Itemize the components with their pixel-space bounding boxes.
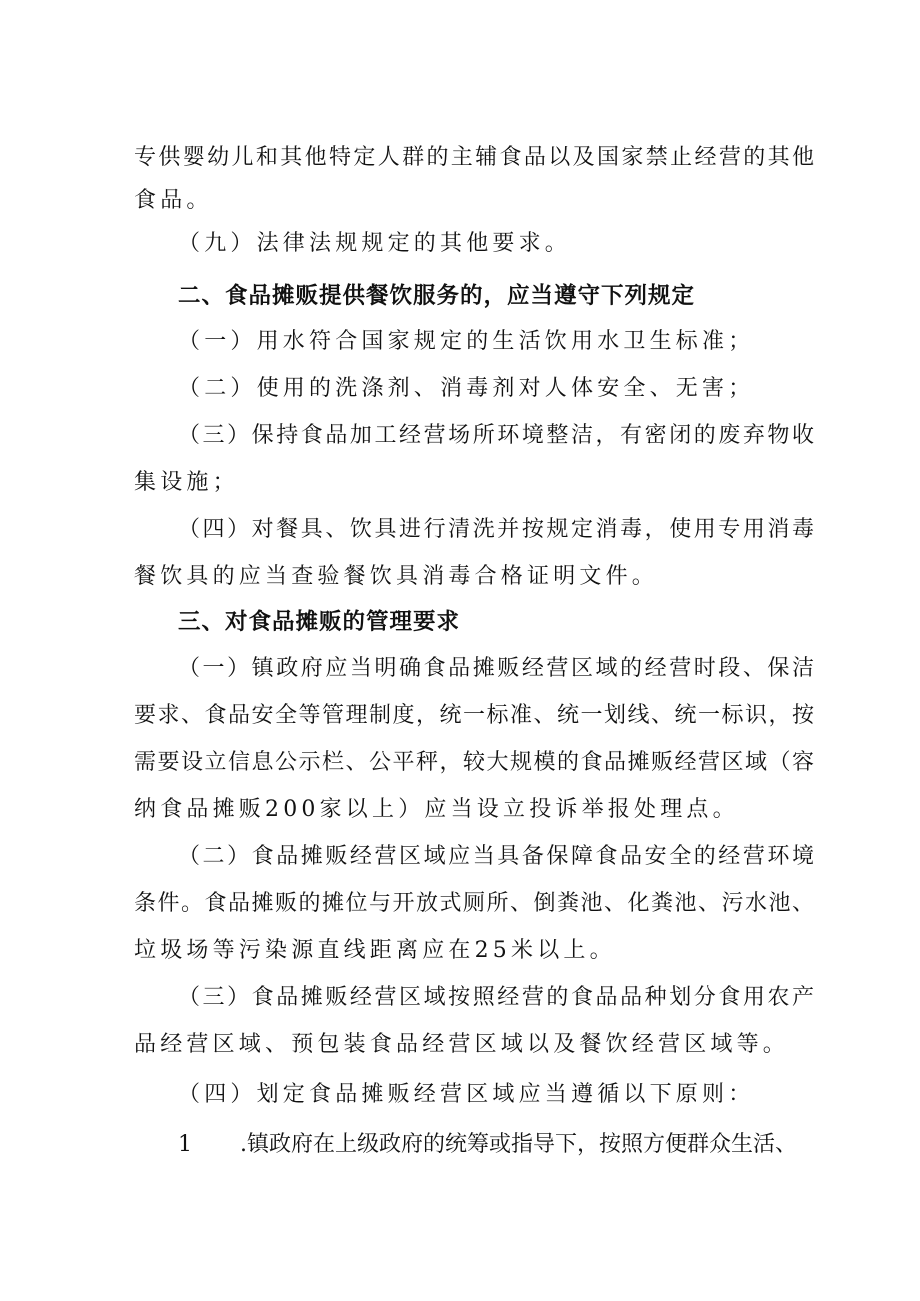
item-text: .镇政府在上级政府的统筹或指导下，按照方便群众生活、 [240,1132,797,1157]
paragraph-line: （三）保持食品加工经营场所环境整洁，有密闭的废弃物收 [178,423,814,448]
paragraph-line: （一）镇政府应当明确食品摊贩经营区域的经营时段、保洁 [178,656,814,681]
paragraph-line: 餐饮具的应当查验餐饮具消毒合格证明文件。 [134,564,659,589]
paragraph-line: （二）食品摊贩经营区域应当具备保障食品安全的经营环境 [178,844,814,869]
paragraph-line: 要求、食品安全等管理制度，统一标准、统一划线、统一标识，按 [134,703,814,728]
paragraph-line: 垃圾场等污染源直线距离应在25米以上。 [134,938,616,963]
paragraph-line: 纳食品摊贩200家以上）应当设立投诉举报处理点。 [134,797,739,822]
section-heading-3: 三、对食品摊贩的管理要求 [178,609,461,635]
numbered-item [178,1130,814,1160]
paragraph-line: （四）对餐具、饮具进行清洗并按规定消毒，使用专用消毒 [178,517,814,542]
paragraph-line: 集设施； [134,470,239,495]
paragraph-line: （二）使用的洗涤剂、消毒剂对人体安全、无害； [178,376,755,401]
paragraph-line: （三）食品摊贩经营区域按照经营的食品品种划分食用农产 [178,985,814,1010]
paragraph-line: 条件。食品摊贩的摊位与开放式厕所、倒粪池、化粪池、污水池、 [134,891,814,916]
item-number: 1 [178,1132,192,1157]
paragraph-line: 品经营区域、预包装食品经营区域以及餐饮经营区域等。 [134,1032,790,1057]
section-heading-2: 二、食品摊贩提供餐饮服务的，应当遵守下列规定 [178,283,696,309]
paragraph-line: 专供婴幼儿和其他特定人群的主辅食品以及国家禁止经营的其他 [134,145,814,170]
paragraph-line: 需要设立信息公示栏、公平秤，较大规模的食品摊贩经营区域（容 [134,750,814,775]
paragraph-line: 食品。 [134,188,213,213]
paragraph-line: （四）划定食品摊贩经营区域应当遵循以下原则： [178,1082,755,1107]
paragraph-line: （一）用水符合国家规定的生活饮用水卫生标准； [178,329,755,354]
paragraph-line: （九）法律法规规定的其他要求。 [178,231,572,256]
